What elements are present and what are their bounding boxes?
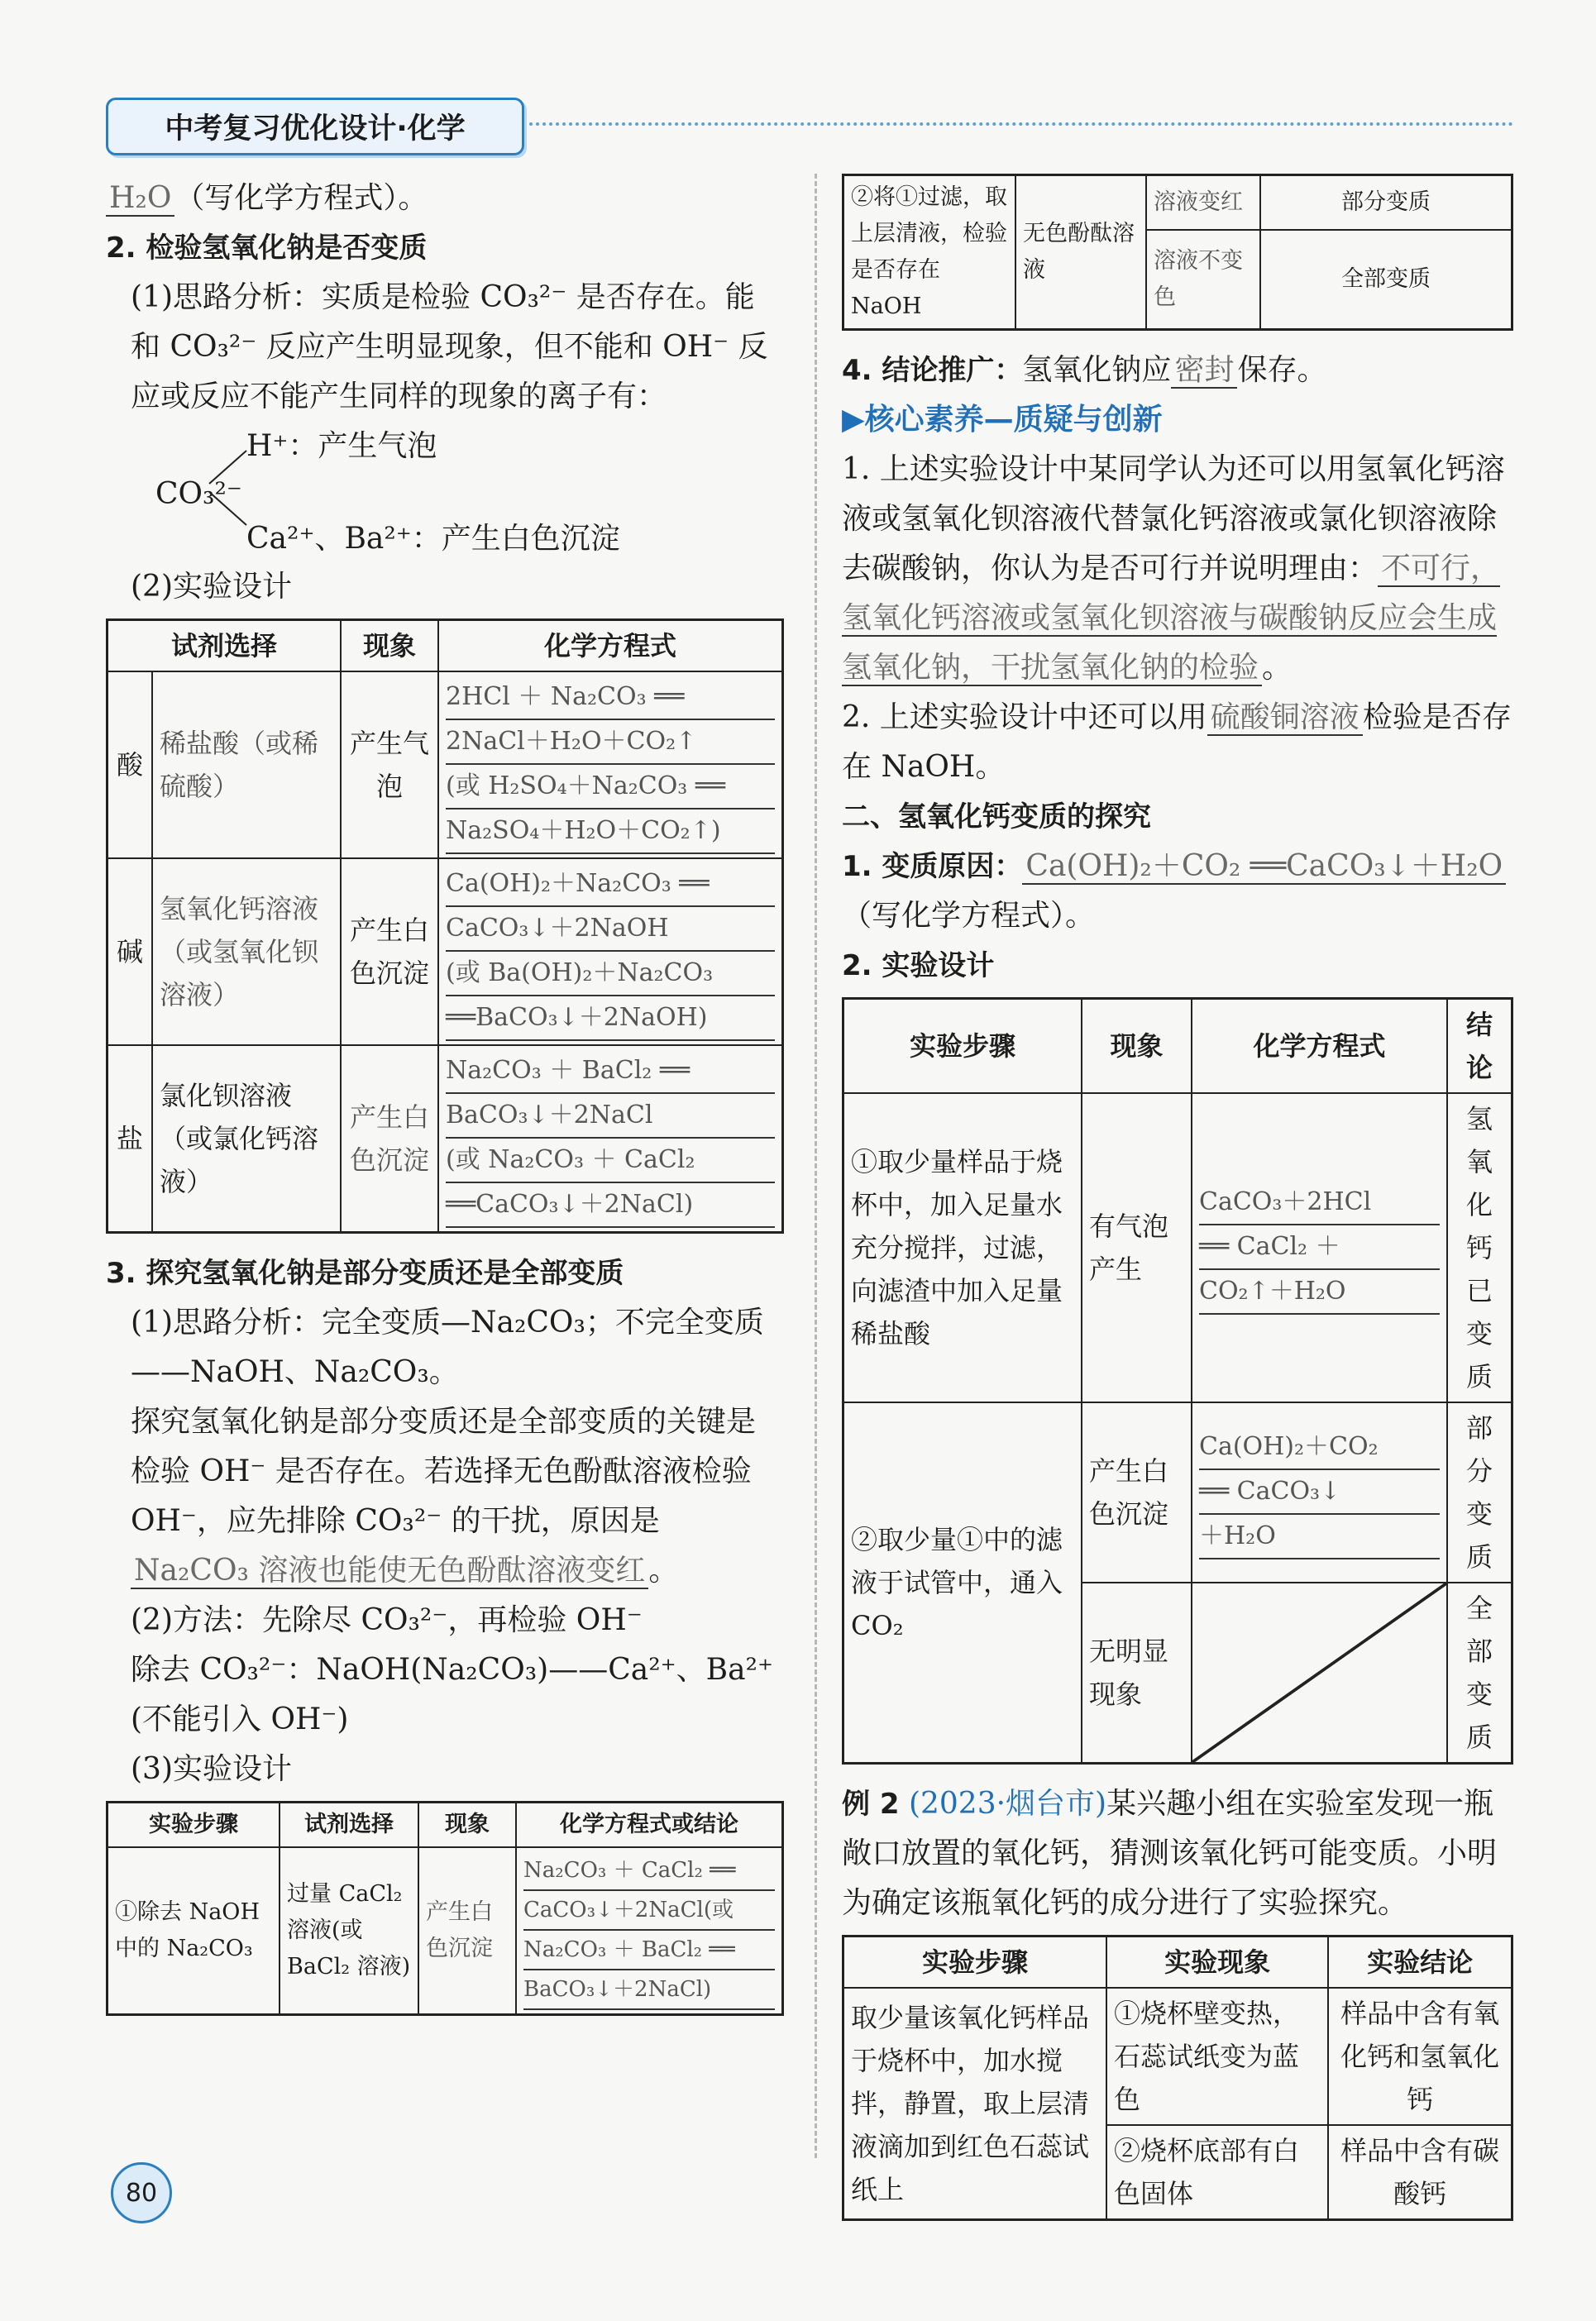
table-row: ②取少量①中的滤液于试管中，通入 CO₂ 产生白色沉淀 Ca(OH)₂＋CO₂ ══ CaCO₃↓ ＋H₂O 部分变质 <box>843 1402 1512 1583</box>
answer-not-feasible: 不可行，氢氧化钙溶液或氢氧化钡溶液与碳酸钠反应会生成氢氧化钠，干扰氢氧化钠的检验 <box>842 552 1501 685</box>
branch-center: CO₃²⁻ <box>155 477 242 511</box>
page-number: 80 <box>111 2162 172 2223</box>
column-divider <box>815 174 817 2158</box>
table-row: 酸 稀盐酸（或稀硫酸） 产生气泡 2HCl ＋ Na₂CO₃ ══ 2NaCl＋H₂O＋CO₂↑ (或 H₂SO₄＋Na₂CO₃ ══ Na₂SO₄＋H₂O＋CO₂↑) <box>108 671 783 858</box>
answer-h2o: H₂O <box>106 181 174 217</box>
left-column: H₂O （写化学方程式）。 2. 检验氢氧化钠是否变质 (1)思路分析：实质是检验 CO₃²⁻ 是否存在。能和 CO₃²⁻ 反应产生明显现象，但不能和 OH⁻ 反应或反应不能产生同样的现象的离子有： H⁺：产生气泡 CO₃²⁻ Ca²⁺、Ba²⁺：产生白色沉淀 (2)实验设计 试剂选择 现象 化学方程式 酸 稀盐酸（或稀硫酸） 产生气泡 2HCl ＋ Na₂CO₃ ══ 2NaCl＋H₂O＋CO₂↑ (或 H₂SO₄＋Na₂CO₃ ══ Na₂SO₄＋H₂O＋CO₂↑) 碱 氢氧化钙溶液（或氢氧化钡溶液） 产生白色沉淀 Ca(OH)₂＋Na₂CO₃ ══ CaCO₃↓＋2NaOH (或 Ba(OH)₂＋Na₂CO₃ ══BaCO₃↓＋2NaOH) 盐 氯化钡溶液（或氯化钙溶液） 产生白色沉淀 Na₂CO₃ ＋ BaCl₂ ══ BaCO₃↓＋2NaCl (或 Na₂CO₃ ＋ CaCl₂ ══CaCO₃↓＋2NaCl) 3. 探究氢氧化钠是部分变质还是全部变质 (1)思路分析：完全变质—Na₂CO₃；不完全变质——NaOH、Na₂CO₃。 探究氢氧化钠是部分变质还是全部变质的关键是检验 OH⁻ 是否存在。若选择无色酚酞溶液检验 OH⁻，应先排除 CO₃²⁻ 的干扰，原因是 Na₂CO₃ 溶液也能使无色酚酞溶液变红 。 (2)方法：先除尽 CO₃²⁻，再检验 OH⁻ 除去 CO₃²⁻：NaOH(Na₂CO₃)——Ca²⁺、Ba²⁺ (不能引入 OH⁻) (3)实验设计 实验步骤 试剂选择 现象 化学方程式或结论 ①除去 NaOH 中的 Na₂CO₃ 过量 CaCl₂ 溶液(或 BaCl₂ 溶液) 产生白色沉淀 Na₂CO₃ ＋ CaCl₂ ══ CaCO₃↓＋2NaCl(或 Na₂CO₃ ＋ BaCl₂ ══ BaCO₃↓＋2NaCl) <box>106 174 784 2031</box>
t1-header-eq: 化学方程式 <box>438 620 783 672</box>
core-literacy-title: ▶核心素养—质疑与创新 <box>842 403 1163 437</box>
section-2-analysis: (1)思路分析：实质是检验 CO₃²⁻ 是否存在。能和 CO₃²⁻ 反应产生明显现象，但不能和 OH⁻ 反应或反应不能产生同样的现象的离子有： <box>131 280 768 413</box>
answer-caoh2-co2: Ca(OH)₂＋CO₂ ══CaCO₃↓＋H₂O <box>1022 849 1506 885</box>
branch-top: H⁺：产生气泡 <box>246 429 437 463</box>
branch-bottom: Ca²⁺、Ba²⁺：产生白色沉淀 <box>246 522 620 556</box>
table-row: 取少量该氧化钙样品于烧杯中，加水搅拌，静置，取上层清液滴加到红色石蕊试纸上 ①烧杯壁变热，石蕊试纸变为蓝色 样品中含有氧化钙和氢氧化钙 <box>843 1988 1512 2125</box>
answer-phenolphthalein: Na₂CO₃ 溶液也能使无色酚酞溶液变红 <box>131 1554 648 1589</box>
example-2: 例 2 (2023·烟台市)某兴趣小组在实验室发现一瓶敞口放置的氧化钙，猜测该氧化钙可能变质。小明为确定该瓶氧化钙的成分进行了实验探究。 <box>842 1787 1498 1920</box>
partial-test-table: 实验步骤 试剂选择 现象 化学方程式或结论 ①除去 NaOH 中的 Na₂CO₃ 过量 CaCl₂ 溶液(或 BaCl₂ 溶液) 产生白色沉淀 Na₂CO₃ ＋ CaCl₂ ══ CaCO₃↓＋2NaCl(或 Na₂CO₃ ＋ BaCl₂ ══ BaCO₃↓＋2NaCl) <box>106 1801 784 2016</box>
caoh2-test-table: 实验步骤 现象 化学方程式 结论 ①取少量样品于烧杯中，加入足量水充分搅拌，过滤，向滤渣中加入足量稀盐酸 有气泡产生 CaCO₃＋2HCl ══ CaCl₂ ＋ CO₂↑＋H₂O 氢氧化钙已变质 ②取少量①中的滤液于试管中，通入 CO₂ 产生白色沉淀 Ca(OH)₂＋CO₂ ══ CaCO₃↓ ＋H₂O 部分变质 无明显现象 全部变质 <box>842 997 1513 1765</box>
table-row: 无明显现象 全部变质 <box>843 1583 1512 1764</box>
cao-test-table: 实验步骤 实验现象 实验结论 取少量该氧化钙样品于烧杯中，加水搅拌，静置，取上层清液滴加到红色石蕊试纸上 ①烧杯壁变热，石蕊试纸变为蓝色 样品中含有氧化钙和氢氧化钙 ②烧杯底部有白色固体 样品中含有碳酸钙 <box>842 1935 1513 2221</box>
filtrate-test-table <box>842 174 1513 331</box>
section-3-title: 3. 探究氢氧化钠是部分变质还是全部变质 <box>106 1257 624 1290</box>
t1-header-phen: 现象 <box>341 620 438 672</box>
table-row: ①取少量样品于烧杯中，加入足量水充分搅拌，过滤，向滤渣中加入足量稀盐酸 有气泡产生 CaCO₃＋2HCl ══ CaCl₂ ＋ CO₂↑＋H₂O 氢氧化钙已变质 <box>843 1093 1512 1402</box>
header-title: 中考复习优化设计·化学 <box>106 98 524 155</box>
slash-cell <box>1192 1583 1447 1764</box>
header-dotted-rule <box>529 122 1513 126</box>
table-row: ②烧杯底部有白色固体 样品中含有碳酸钙 <box>843 2125 1512 2220</box>
table-row: ①除去 NaOH 中的 Na₂CO₃ 过量 CaCl₂ 溶液(或 BaCl₂ 溶液) 产生白色沉淀 Na₂CO₃ ＋ CaCl₂ ══ CaCO₃↓＋2NaCl(或 Na₂CO₃ ＋ BaCl₂ ══ BaCO₃↓＋2NaCl) <box>108 1847 783 2015</box>
naoh-test-table <box>106 618 784 1234</box>
right-column: ②将①过滤，取上层清液，检验是否存在 NaOH 无色酚酞溶液 溶液变红 部分变质 溶液不变色 全部变质 4. 结论推广：氢氧化钠应 密封 保存。 ▶核心素养—质疑与创新 1. 上述实验设计中某同学认为还可以用氢氧化钙溶液或氢氧化钡溶液代替氯化钙溶液或氯化钡溶液除去碳酸钠，你认为是否可行并说明理由： 不可行，氢氧化钙溶液或氢氧化钡溶液与碳酸钠反应会生成氢氧化钠，干扰氢氧化钠的检验 。 2. 上述实验设计中还可以用 硫酸铜溶液 检验是否存在 NaOH。 二、氢氧化钙变质的探究 1. 变质原因： Ca(OH)₂＋CO₂ ══CaCO₃↓＋H₂O（写化学方程式）。 2. 实验设计 实验步骤 现象 化学方程式 结论 ①取少量样品于烧杯中，加入足量水充分搅拌，过滤，向滤渣中加入足量稀盐酸 有气泡产生 CaCO₃＋2HCl ══ CaCl₂ ＋ CO₂↑＋H₂O 氢氧化钙已变质 ②取少量①中的滤液于试管中，通入 CO₂ 产生白色沉淀 Ca(OH)₂＋CO₂ ══ CaCO₃↓ ＋H₂O 部分变质 无明显现象 全部变质 例 2 (2023·烟台市)某兴趣小组在实验室发现一瓶敞口放置的氧化钙，猜测该氧化钙可能变质。小明为确定该瓶氧化钙的成分进行了实验探究。 实验步骤 实验现象 实验结论 取少量该氧化钙样品于烧杯中，加水搅拌，静置，取上层清液滴加到红色石蕊试纸上 ①烧杯壁变热，石蕊试纸变为蓝色 样品中含有氧化钙和氢氧化钙 ②烧杯底部有白色固体 样品中含有碳酸钙 <box>842 174 1513 2236</box>
table-row: ②将①过滤，取上层清液，检验是否存在 NaOH 无色酚酞溶液 溶液变红 部分变质 <box>843 175 1512 231</box>
section-ii-title: 二、氢氧化钙变质的探究 <box>842 800 1151 833</box>
table-row: 溶液不变色 全部变质 <box>843 230 1512 329</box>
section-2-title: 2. 检验氢氧化钠是否变质 <box>106 232 428 265</box>
branch-lines <box>205 447 255 529</box>
ion-branch-diagram <box>155 422 784 562</box>
section-2-design: (2)实验设计 <box>131 570 292 604</box>
answer-seal: 密封 <box>1171 353 1237 389</box>
answer-copper-sulfate: 硫酸铜溶液 <box>1207 700 1363 736</box>
table-row: 碱 氢氧化钙溶液（或氢氧化钡溶液） 产生白色沉淀 Ca(OH)₂＋Na₂CO₃ ══ CaCO₃↓＋2NaOH (或 Ba(OH)₂＋Na₂CO₃ ══BaCO₃↓＋2NaOH) <box>108 858 783 1045</box>
table-row: 盐 氯化钡溶液（或氯化钙溶液） 产生白色沉淀 Na₂CO₃ ＋ BaCl₂ ══ BaCO₃↓＋2NaCl (或 Na₂CO₃ ＋ CaCl₂ ══CaCO₃↓＋2NaCl) <box>108 1045 783 1233</box>
t1-header-reagent: 试剂选择 <box>108 620 342 672</box>
